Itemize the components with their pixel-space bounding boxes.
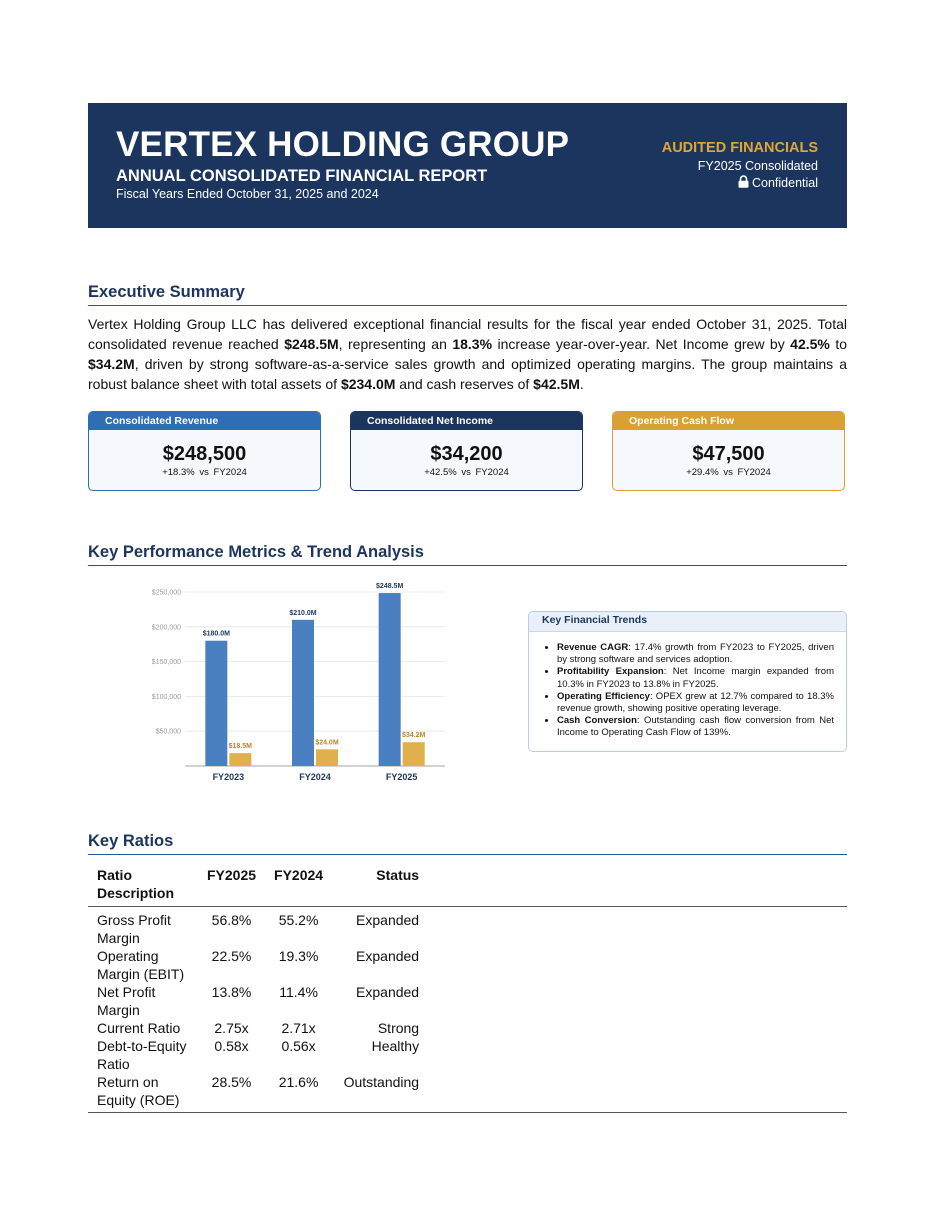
kpi-card-change: +18.3% vs FY2024 — [162, 467, 247, 478]
table-row — [88, 1019, 847, 1037]
bar-data-label: $210.0M — [289, 609, 317, 617]
confidential-text: Confidential — [751, 176, 818, 190]
ratios-table — [88, 862, 847, 1113]
trend-text: : Outstanding cash flow conversion from Net Income to Operating Cash Flow of 139%. — [557, 715, 834, 739]
kpi-card-title: Operating Cash Flow — [613, 412, 844, 430]
y-tick-label: $50,000 — [155, 728, 181, 736]
consolidated-label: FY2025 Consolidated — [697, 159, 818, 173]
y-tick-label: $200,000 — [151, 624, 181, 632]
row-spacer — [428, 947, 847, 983]
ratio-description: Gross Profit Margin — [97, 912, 171, 946]
summary-highlight: $248.5M — [284, 336, 339, 352]
ratio-description: Net Profit Margin — [97, 984, 156, 1018]
summary-text: and cash reserves of — [395, 376, 534, 392]
bar-data-label: $248.5M — [376, 583, 404, 591]
y-tick-label: $250,000 — [151, 589, 181, 597]
summary-text: , representing an — [338, 336, 453, 352]
executive-summary-text — [88, 314, 847, 394]
kpi-card — [612, 411, 845, 491]
ratio-fy2024: 21.6% — [278, 1074, 319, 1090]
kpi-card — [350, 411, 583, 491]
summary-text: increase year-over-year. Net Income grew by — [492, 336, 791, 352]
revenue-net-income-bar-chart — [140, 576, 460, 791]
confidential-label — [738, 175, 818, 191]
ratio-fy2025: 28.5% — [211, 1074, 252, 1090]
ratio-fy2025: 13.8% — [211, 984, 252, 1000]
x-tick-label: FY2024 — [299, 772, 331, 782]
trend-item — [557, 691, 834, 715]
summary-text: Vertex Holding Group LLC has delivered exceptional financial results for the fiscal year ended October 31, 2025. Total consolidated revenue reached — [88, 316, 847, 352]
x-tick-label: FY2025 — [385, 772, 418, 782]
ratio-fy2025: 0.58x — [214, 1038, 249, 1054]
kpi-card-value: $47,500 — [692, 443, 765, 465]
column-header-fy2024: FY2024 — [274, 867, 324, 883]
company-name: VERTEX HOLDING GROUP — [116, 125, 570, 164]
trend-item — [557, 642, 834, 666]
table-row — [88, 1037, 847, 1073]
ratio-description: Return on Equity (ROE) — [97, 1074, 180, 1108]
summary-highlight: 42.5% — [790, 336, 830, 352]
report-header — [88, 103, 847, 228]
ratio-fy2024: 19.3% — [278, 948, 319, 964]
ratio-status: Outstanding — [343, 1074, 420, 1090]
kpi-card-title: Consolidated Revenue — [89, 412, 320, 430]
key-financial-trends-box — [528, 611, 847, 752]
ratio-fy2025: 2.75x — [214, 1020, 249, 1036]
kpi-card-value: $34,200 — [430, 443, 503, 465]
ratio-status: Expanded — [356, 948, 420, 964]
bar — [205, 641, 227, 766]
column-header-status: Status — [376, 867, 420, 883]
ratio-description: Operating Margin (EBIT) — [97, 948, 185, 982]
row-spacer — [428, 907, 847, 948]
summary-highlight: 18.3% — [452, 336, 493, 352]
ratios-section-title: Key Ratios — [88, 832, 847, 855]
ratio-description: Debt-to-Equity Ratio — [97, 1038, 187, 1072]
column-header-fy2025: FY2025 — [207, 867, 257, 883]
trend-text: : 17.4% growth from FY2023 to FY2025, driven by strong software and services adoption. — [557, 642, 834, 666]
column-header-description: Ratio Description — [97, 867, 175, 901]
y-tick-label: $150,000 — [151, 659, 181, 667]
report-period: Fiscal Years Ended October 31, 2025 and 2024 — [116, 187, 379, 201]
ratio-fy2025: 56.8% — [211, 912, 252, 928]
x-tick-label: FY2023 — [212, 772, 245, 782]
ratio-status: Expanded — [356, 912, 420, 928]
bar-data-label: $180.0M — [202, 630, 230, 638]
summary-text: . — [579, 376, 584, 392]
metrics-section-title: Key Performance Metrics & Trend Analysis — [88, 543, 847, 566]
ratio-fy2024: 2.71x — [281, 1020, 316, 1036]
bar-data-label: $34.2M — [401, 732, 426, 740]
trends-list — [539, 642, 834, 740]
trends-title: Key Financial Trends — [529, 612, 846, 632]
bar-data-label: $18.5M — [228, 743, 253, 751]
summary-highlight: $34.2M — [88, 356, 135, 372]
row-spacer — [428, 1073, 847, 1113]
trend-item — [557, 715, 834, 739]
trend-label: Cash Conversion — [557, 715, 637, 727]
ratio-status: Strong — [377, 1020, 420, 1036]
summary-text: , driven by strong software-as-a-service sales growth and optimized operating margins. The group maintains a robust balance sheet with total assets of — [88, 356, 847, 392]
summary-highlight: $234.0M — [340, 376, 396, 392]
audit-label: AUDITED FINANCIALS — [661, 140, 818, 156]
ratios-header-row — [88, 862, 847, 907]
kpi-card-change: +29.4% vs FY2024 — [686, 467, 771, 478]
bar — [316, 749, 338, 766]
ratio-fy2024: 55.2% — [278, 912, 319, 928]
ratio-status: Expanded — [356, 984, 420, 1000]
table-row — [88, 1073, 847, 1113]
row-spacer — [428, 1019, 847, 1037]
ratio-fy2024: 0.56x — [281, 1038, 316, 1054]
ratio-status: Healthy — [371, 1038, 420, 1054]
kpi-card — [88, 411, 321, 491]
row-spacer — [428, 1037, 847, 1073]
lock-icon — [738, 175, 749, 191]
summary-highlight: $42.5M — [533, 376, 580, 392]
ratio-fy2024: 11.4% — [279, 984, 318, 1000]
trend-text: : OPEX grew at 12.7% compared to 18.3% revenue growth, showing positive operating leverage. — [557, 690, 834, 715]
column-spacer — [428, 862, 847, 907]
bar-data-label: $24.0M — [315, 739, 339, 747]
report-title: ANNUAL CONSOLIDATED FINANCIAL REPORT — [116, 167, 488, 185]
kpi-card-change: +42.5% vs FY2024 — [424, 467, 509, 478]
trend-item — [557, 666, 834, 690]
y-tick-label: $100,000 — [151, 693, 181, 701]
kpi-card-value: $248,500 — [162, 443, 247, 465]
table-row — [88, 907, 847, 948]
kpi-card-title: Consolidated Net Income — [351, 412, 582, 430]
summary-text: to — [829, 336, 847, 352]
bar — [229, 753, 251, 766]
trend-text: : Net Income margin expanded from 10.3% in FY2023 to 13.8% in FY2025. — [557, 666, 834, 690]
trend-label: Revenue CAGR — [557, 642, 629, 653]
ratio-description: Current Ratio — [97, 1020, 181, 1036]
ratio-fy2025: 22.5% — [211, 948, 252, 964]
row-spacer — [428, 983, 847, 1019]
bar — [403, 742, 425, 766]
table-row — [88, 947, 847, 983]
table-row — [88, 983, 847, 1019]
executive-summary-title: Executive Summary — [88, 283, 847, 306]
trend-label: Operating Efficiency — [557, 690, 650, 702]
trend-label: Profitability Expansion — [557, 666, 664, 678]
bar — [292, 620, 314, 766]
bar — [379, 593, 401, 766]
